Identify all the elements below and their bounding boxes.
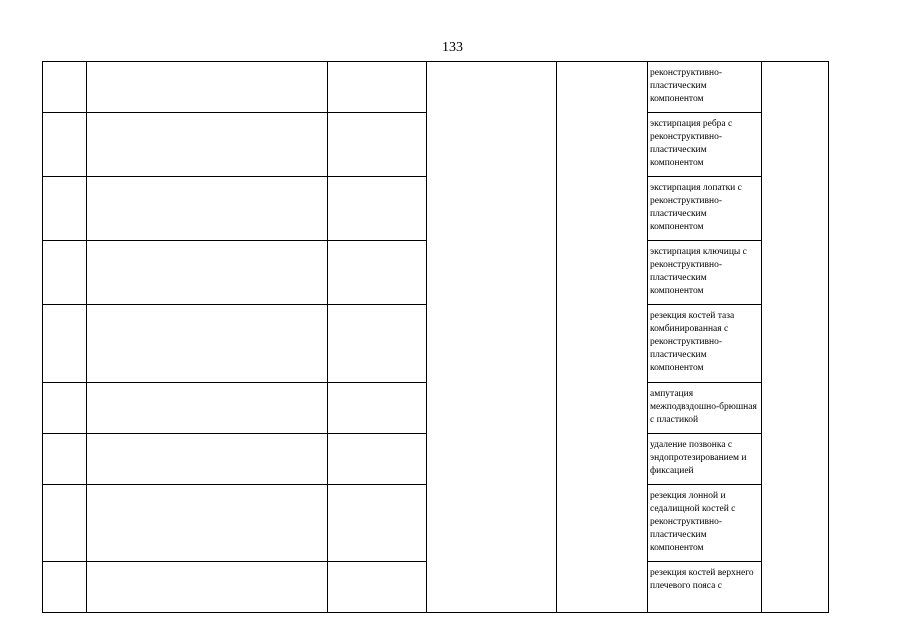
- row-divider-left-7: [42, 484, 427, 485]
- row-divider-right-5: [647, 382, 762, 383]
- procedure-cell-9: резекция костей верхнего плечевого пояса с: [650, 568, 754, 591]
- column-divider-4: [556, 61, 557, 613]
- row-divider-right-7: [647, 484, 762, 485]
- procedure-cell-7: удаление позвонка с эндопротезированием и фиксацией: [650, 440, 747, 476]
- table-border-top: [42, 61, 829, 62]
- column-divider-1: [86, 61, 87, 613]
- row-divider-right-4: [647, 304, 762, 305]
- row-divider-left-1: [42, 112, 427, 113]
- row-divider-left-2: [42, 176, 427, 177]
- column-divider-5: [647, 61, 648, 613]
- page-number: 133: [442, 40, 463, 55]
- row-divider-left-8: [42, 561, 427, 562]
- table-border-bottom: [42, 612, 829, 613]
- procedure-cell-6: ампутация межподвздошно-брюшная с пластикой: [650, 389, 757, 425]
- procedure-cell-4: экстирпация ключицы с реконструктивно-пластическим компонентом: [650, 247, 747, 296]
- row-divider-right-3: [647, 240, 762, 241]
- table-border-right: [828, 61, 829, 613]
- row-divider-right-6: [647, 433, 762, 434]
- row-divider-left-6: [42, 433, 427, 434]
- row-divider-right-1: [647, 112, 762, 113]
- row-divider-left-5: [42, 382, 427, 383]
- procedures-table: [42, 61, 829, 613]
- row-divider-left-4: [42, 304, 427, 305]
- procedure-cell-5: резекция костей таза комбинированная с реконструктивно-пластическим компонентом: [650, 311, 735, 373]
- procedure-cell-1: реконструктивно-пластическим компонентом: [650, 68, 723, 104]
- procedure-cell-2: экстирпация ребра с реконструктивно-пластическим компонентом: [650, 119, 733, 168]
- procedure-cell-3: экстирпация лопатки с реконструктивно-пластическим компонентом: [650, 183, 742, 232]
- row-divider-right-2: [647, 176, 762, 177]
- row-divider-left-3: [42, 240, 427, 241]
- table-border-left: [42, 61, 43, 613]
- column-divider-2: [327, 61, 328, 613]
- column-divider-3: [426, 61, 427, 613]
- row-divider-right-8: [647, 561, 762, 562]
- procedure-cell-8: резекция лонной и седалищной костей с реконструктивно-пластическим компонентом: [650, 491, 736, 553]
